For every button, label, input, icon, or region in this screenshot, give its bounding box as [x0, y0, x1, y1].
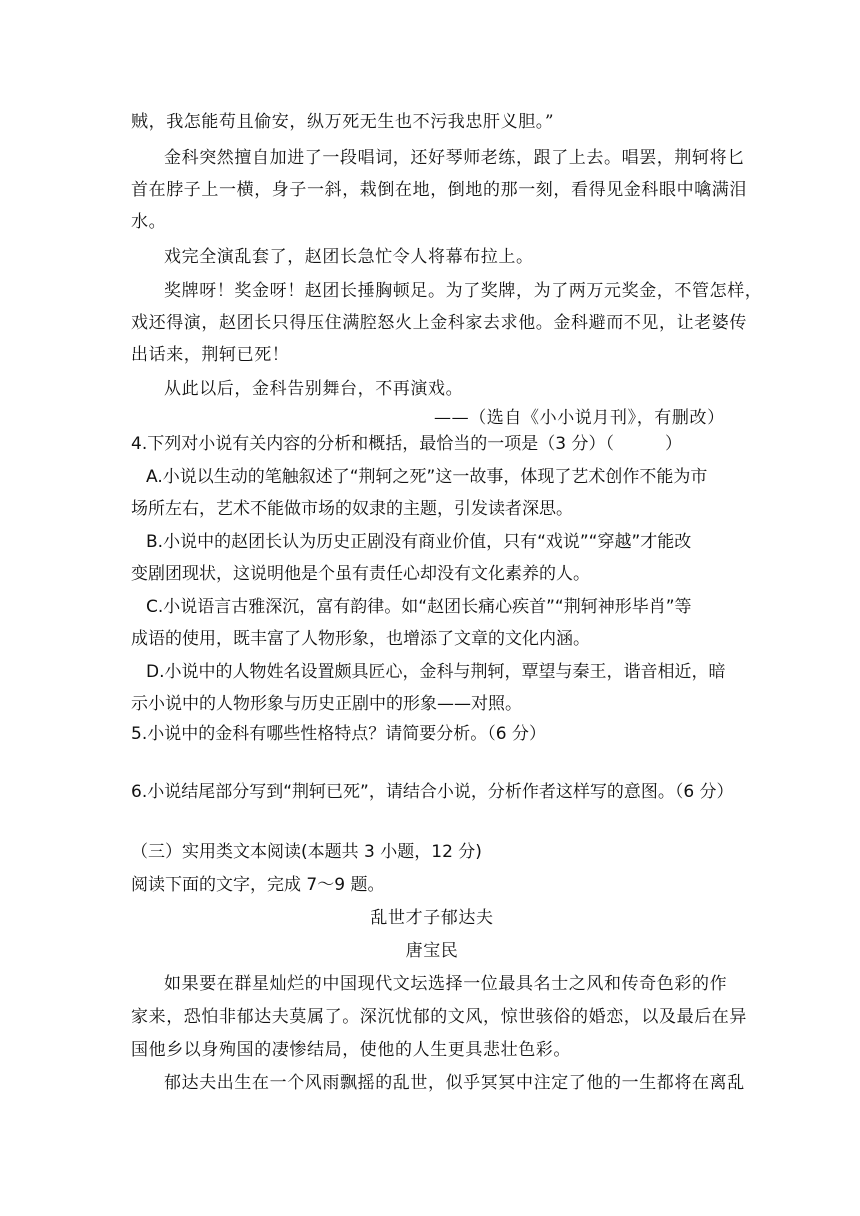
story-line: 从此以后，金科告别舞台，不再演戏。: [164, 379, 464, 399]
question-5: 5.小说中的金科有哪些性格特点？请简要分析。（6 分）: [131, 724, 546, 744]
article-line: 郁达夫出生在一个风雨飘摇的乱世，似乎冥冥中注定了他的一生都将在离乱: [164, 1073, 745, 1093]
article-line: 如果要在群星灿烂的中国现代文坛选择一位最具名士之风和传奇色彩的作: [164, 974, 728, 994]
article-line: 国他乡以身殉国的凄惨结局，使他的人生更具悲壮色彩。: [131, 1040, 571, 1060]
article-title: 乱世才子郁达夫: [370, 908, 494, 928]
story-line: 金科突然擅自加进了一段唱词，还好琴师老练，跟了上去。唱罢，荆轲将匕: [164, 148, 745, 168]
option-d: D.小说中的人物姓名设置颇具匠心，金科与荆轲，覃望与秦王，谐音相近，暗: [146, 662, 726, 682]
story-line: 水。: [131, 212, 167, 232]
story-line: 奖牌呀！奖金呀！赵团长捶胸顿足。为了奖牌，为了两万元奖金，不管怎样，: [164, 281, 763, 301]
option-c-cont: 成语的使用，既丰富了人物形象，也增添了文章的文化内涵。: [131, 629, 590, 649]
section-instruction: 阅读下面的文字，完成 7～9 题。: [131, 875, 385, 895]
option-d-cont: 示小说中的人物形象与历史正剧中的形象——对照。: [131, 694, 522, 714]
story-line: 贼，我怎能苟且偷安，纵万死无生也不污我忠肝义胆。”: [131, 112, 555, 132]
option-b-cont: 变剧团现状，这说明他是个虽有责任心却没有文化素养的人。: [131, 564, 590, 584]
article-line: 家来，恐怕非郁达夫莫属了。深沉忧郁的文风，惊世骇俗的婚恋，以及最后在异: [131, 1007, 747, 1027]
article-author: 唐宝民: [405, 941, 459, 961]
question-4: 4.下列对小说有关内容的分析和概括，最恰当的一项是（3 分）（ ）: [131, 434, 682, 454]
story-line: 出话来，荆轲已死！: [131, 345, 290, 365]
story-line: 戏还得演，赵团长只得压住满腔怒火上金科家去求他。金科避而不见，让老婆传: [131, 313, 747, 333]
option-b: B.小说中的赵团长认为历史正剧没有商业价值，只有“戏说”“穿越”才能改: [146, 532, 692, 552]
option-a-cont: 场所左右，艺术不能做市场的奴隶的主题，引发读者深思。: [131, 499, 573, 519]
source-citation: ——（选自《小小说月刊》，有删改）: [434, 408, 725, 428]
option-a: A.小说以生动的笔触叙述了“荆轲之死”这一故事，体现了艺术创作不能为市: [146, 467, 708, 487]
story-line: 戏完全演乱套了，赵团长急忙令人将幕布拉上。: [164, 247, 534, 267]
option-c: C.小说语言古雅深沉，富有韵律。如“赵团长痛心疾首”“荆轲神形毕肖”等: [146, 597, 692, 617]
story-line: 首在脖子上一横，身子一斜，栽倒在地，倒地的那一刻，看得见金科眼中噙满泪: [131, 180, 747, 200]
section-heading: （三）实用类文本阅读(本题共 3 小题，12 分): [131, 842, 482, 862]
question-6: 6.小说结尾部分写到“荆轲已死”，请结合小说，分析作者这样写的意图。（6 分）: [131, 782, 734, 802]
